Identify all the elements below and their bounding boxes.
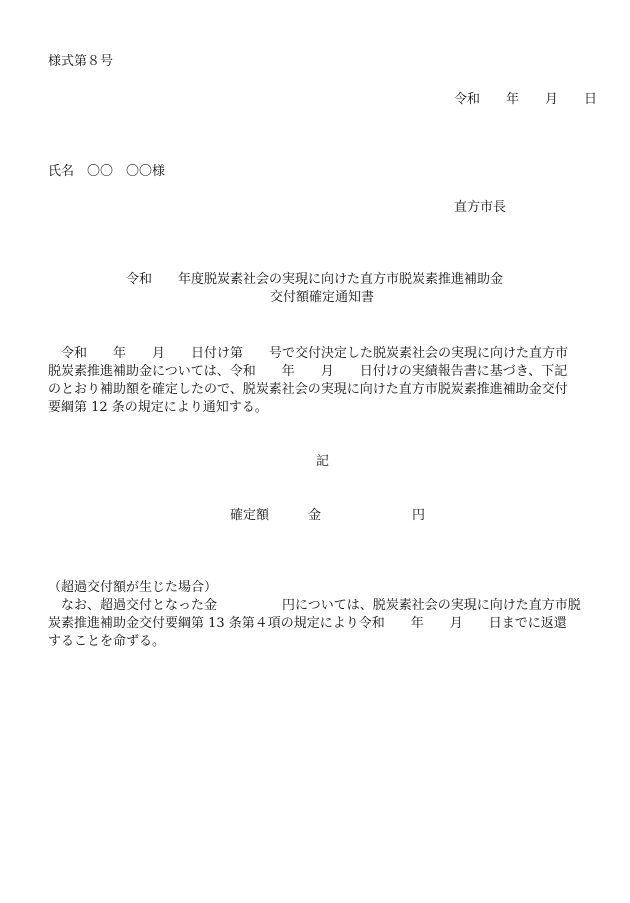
form-number: 様式第８号 [48, 54, 114, 69]
document-title-line-1: 令和 年度脱炭素社会の実現に向けた直方市脱炭素推進補助金 [126, 272, 504, 287]
notice-body-line: のとおり補助額を確定したので、脱炭素社会の実現に向けた直方市脱炭素推進補助金交付 [48, 382, 568, 397]
issue-date: 令和 年 月 日 [454, 92, 598, 107]
notice-body-line: 要綱第 12 条の規定により通知する。 [48, 400, 268, 415]
excess-body-line: なお、超過交付となった金 円については、脱炭素社会の実現に向けた直方市脱 [48, 598, 581, 613]
excess-body-line: 炭素推進補助金交付要綱第 13 条第４項の規定により令和 年 月 日までに返還 [48, 616, 567, 631]
addressee-name: 氏名 〇〇 〇〇様 [48, 164, 166, 179]
notice-body-line: 脱炭素推進補助金については、令和 年 月 日付けの実績報告書に基づき、下記 [48, 364, 568, 379]
confirmed-amount: 確定額 金 円 [230, 508, 426, 523]
excess-heading: （超過交付額が生じた場合） [48, 580, 218, 595]
excess-body-line: することを命ずる。 [48, 634, 166, 649]
document-title-line-2: 交付額確定通知書 [270, 290, 375, 305]
notice-body-line: 令和 年 月 日付け第 号で交付決定した脱炭素社会の実現に向けた直方市 [48, 346, 569, 361]
issuer-name: 直方市長 [454, 200, 507, 215]
ki-heading: 記 [316, 454, 330, 469]
